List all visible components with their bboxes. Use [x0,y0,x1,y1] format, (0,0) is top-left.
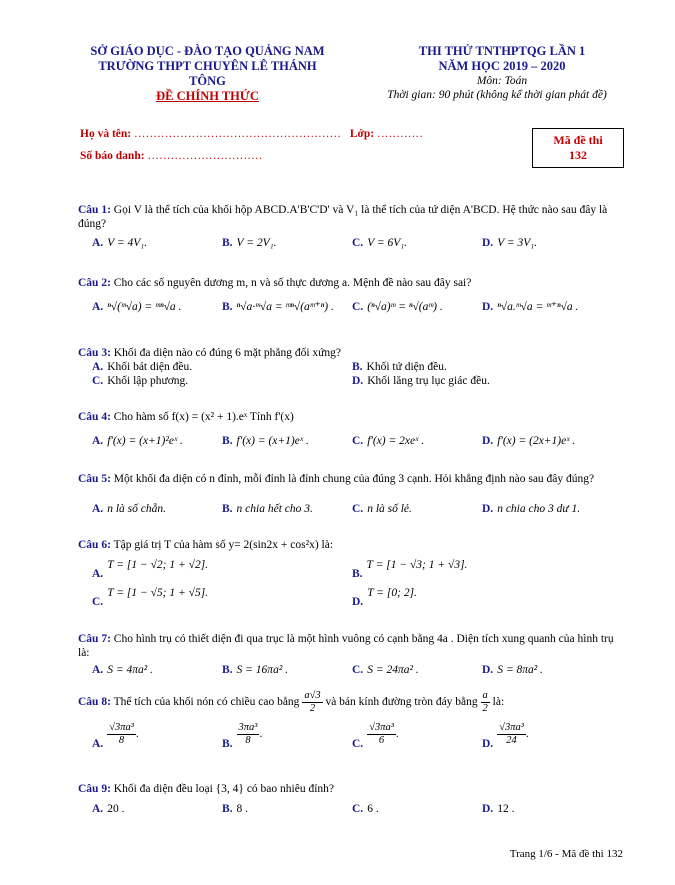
option-text: 12 . [497,803,515,815]
name-label: Họ và tên: [80,128,132,140]
question-label: Câu 4: [78,411,111,423]
option-text: T = [1 − √5; 1 + √5]. [107,587,209,599]
option-5c[interactable] [352,502,412,516]
question-text-c: là: [492,696,505,709]
question-text: Cho hình trụ có thiết diện đi qua trục là một hình vuông có cạnh bằng 4a . Diện tích xung quanh của hình trụ là: [78,633,614,659]
option-8b[interactable]: B. $\frac{\text{3πa³}}{8}$ . [222,722,263,751]
fraction-denominator: 2 [482,703,488,714]
question-label: Câu 9: [78,783,111,795]
question-7 [78,632,626,660]
fraction-numerator: a√3 [304,690,321,701]
option-fraction [497,722,526,747]
option-6a[interactable] [92,558,209,580]
option-key: B. [352,568,363,580]
option-key: C. [352,803,364,815]
question-2 [78,276,626,290]
option-2c[interactable] [352,300,443,314]
option-key: A. [92,435,104,447]
option-text: T = [1 − √3; 1 + √3]. [366,559,468,571]
option-text: n chia cho 3 dư 1. [497,503,581,515]
option-key: B. [222,503,233,515]
option-text: S = 24πa² . [367,664,419,676]
radius-fraction [481,690,490,715]
option-2d[interactable] [482,300,578,314]
fraction-denominator: 24 [506,735,517,746]
option-text: V = 6V₁. [367,237,408,249]
option-key: C. [352,664,364,676]
question-text-a: Thể tích của khối nón có chiều cao bằng [113,696,300,709]
option-text: Khối lăng trụ lục giác đều. [367,375,490,387]
option-key: D. [482,803,494,815]
option-text: ⁿ√a.ᵐ√a = ᵐ⁺ⁿ√a . [497,301,579,313]
option-text: V = 2V₁. [236,237,277,249]
question-text: Cho hàm số f(x) = (x² + 1).eˣ Tính f'(x) [113,411,294,423]
time-limit: Thời gian: 90 phút (không kể thời gian phát đề) [387,89,607,101]
question-text: Khối đa diện nào có đúng 6 mặt phẳng đối xứng? [113,347,342,359]
option-text: f'(x) = 2xeˣ . [367,435,425,447]
option-7c[interactable] [352,663,419,677]
option-3d[interactable] [352,374,490,388]
option-key: C. [352,503,364,515]
exam-code-label: Mã đề thi [553,133,603,147]
option-key: B. [222,664,233,676]
question-label: Câu 2: [78,277,111,289]
fraction-denominator: 8 [118,735,125,746]
option-9c[interactable] [352,802,379,816]
class-dots: ………… [377,128,423,140]
option-key: D. [482,664,494,676]
option-fraction [107,722,136,747]
option-key: C. [92,375,104,387]
question-label: Câu 1: [78,204,111,216]
option-text: Khối bát diện đều. [107,361,193,373]
option-3c[interactable] [92,374,188,388]
question-label: Câu 5: [78,473,111,485]
option-8a[interactable]: A. $\frac{\text{√3πa³}}{8}$ . [92,722,139,751]
option-1d[interactable] [482,236,537,250]
option-key: C. [352,435,364,447]
option-key: A. [92,664,104,676]
option-key: A. [92,301,104,313]
question-8 [78,690,626,715]
option-text: ⁿ√a·ᵐ√a = ᵐⁿ√(aᵐ⁺ⁿ) . [236,301,334,313]
option-3a[interactable] [92,360,192,374]
fraction-numerator: √3πa³ [499,722,524,733]
option-text: T = [1 − √2; 1 + √2]. [107,559,209,571]
option-key: D. [352,596,364,608]
option-7d[interactable] [482,663,543,677]
option-text: S = 16πa² . [236,664,289,676]
option-key: B. [222,435,233,447]
option-5b[interactable] [222,502,313,516]
option-7b[interactable] [222,663,288,677]
school-year: NĂM HỌC 2019 – 2020 [438,59,566,73]
option-4d[interactable] [482,434,575,448]
option-key: B. [222,803,233,815]
option-text: f'(x) = (2x+1)eˣ . [497,435,576,447]
school-title: TRƯỜNG THPT CHUYÊN LÊ THÁNH TÔNG [98,59,317,88]
option-key: A. [92,503,104,515]
option-text: 6 . [367,803,379,815]
question-label: Câu 6: [78,539,111,551]
option-text: S = 8πa² . [497,664,543,676]
option-key: A. [92,568,104,580]
option-key: A. [92,738,104,751]
student-name-line [80,128,423,140]
option-key: B. [222,301,233,313]
option-6d[interactable] [352,586,417,608]
option-4c[interactable] [352,434,424,448]
question-text: Tập giá trị T của hàm số y= 2(sin2x + cos²x) là: [113,539,334,551]
question-5 [78,472,626,486]
question-label: Câu 8: [78,696,111,709]
option-5d[interactable] [482,502,580,516]
question-text-b: và bán kính đường tròn đáy bằng [325,696,478,709]
name-dots: ……………………………………………… [133,128,341,140]
option-1a[interactable] [92,236,147,250]
fraction-numerator: √3πa³ [369,722,394,733]
page-footer: Trang 1/6 - Mã đề thi 132 [509,848,623,860]
exam-code-box [532,128,624,168]
option-key: D. [482,503,494,515]
option-key: D. [482,738,494,751]
option-6c[interactable] [92,586,209,608]
option-key: A. [92,237,104,249]
option-text: S = 4πa² . [107,664,153,676]
question-text: Cho các số nguyên dương m, n và số thực dương a. Mệnh đề nào sau đây sai? [113,277,472,289]
option-4a[interactable] [92,434,183,448]
option-key: C. [352,237,364,249]
option-key: B. [222,738,233,751]
option-4b[interactable] [222,434,309,448]
question-text: Một khối đa diện có n đỉnh, mỗi đỉnh là đỉnh chung của đúng 3 cạnh. Hỏi khẳng định nào sau đây đúng? [113,473,595,485]
official-label: ĐỀ CHÍNH THỨC [156,89,259,103]
subject: Môn: Toán [476,75,528,87]
question-3 [78,346,626,360]
fraction-denominator: 6 [378,735,385,746]
option-text: Khối lập phương. [107,375,189,387]
option-2a[interactable] [92,300,181,314]
option-text: ⁿ√(ᵐ√a) = ᵐⁿ√a . [107,301,182,313]
option-9d[interactable] [482,802,514,816]
fraction-denominator: 8 [245,735,251,746]
option-key: D. [482,237,494,249]
option-8d[interactable]: D. $\frac{\text{√3πa³}}{24}$ . [482,722,529,751]
option-text: (ⁿ√a)ᵐ = ⁿ√(aᵐ) . [367,301,443,313]
question-label: Câu 3: [78,347,111,359]
option-text: V = 3V₁. [497,237,538,249]
student-id-line [80,150,262,162]
option-text: T = [0; 2]. [367,587,417,599]
option-1b[interactable] [222,236,277,250]
option-key: D. [482,435,494,447]
question-text: Gọi V là thể tích của khối hộp ABCD.A'B'C'D' và V₁ là thể tích của tứ diện A'BCD. Hệ thức nào sau đây là đúng? [78,204,608,230]
option-7a[interactable] [92,663,153,677]
option-key: D. [482,301,494,313]
fraction-numerator: a [482,690,488,701]
option-1c[interactable] [352,236,407,250]
option-key: D. [352,375,364,387]
question-text: Khối đa diện đều loại {3, 4} có bao nhiêu đỉnh? [113,783,335,795]
option-text: n chia hết cho 3. [236,503,313,515]
option-text: Khối tứ diện đều. [366,361,447,373]
fraction-numerator: 3πa³ [238,722,258,733]
option-key: C. [352,301,364,313]
option-6b[interactable] [352,558,468,580]
option-fraction [367,722,396,747]
exam-code-value: 132 [569,148,587,162]
exam-title: THI THỬ TNTHPTQG LẦN 1 [418,44,586,58]
option-text: 8 . [236,803,249,815]
option-fraction [237,722,260,747]
fraction-numerator: √3πa³ [109,722,134,733]
height-fraction [302,690,322,715]
option-text: n là số chẵn. [107,503,166,515]
option-key: B. [222,237,233,249]
option-9b[interactable] [222,802,248,816]
option-text: f'(x) = (x+1)eˣ . [236,435,309,447]
option-8c[interactable]: C. $\frac{\text{√3πa³}}{6}$ . [352,722,399,751]
question-9 [78,782,626,796]
option-key: B. [352,361,363,373]
option-key: C. [92,596,104,608]
question-6 [78,538,626,552]
question-label: Câu 7: [78,633,111,645]
option-5a[interactable] [92,502,166,516]
fraction-denominator: 2 [309,703,316,714]
option-text: 20 . [107,803,125,815]
option-key: A. [92,361,104,373]
question-1 [78,203,626,231]
class-label: Lớp: [349,128,375,140]
id-label: Số báo danh: [80,150,145,162]
option-text: V = 4V₁. [107,237,148,249]
option-3b[interactable] [352,360,447,374]
question-4 [78,410,626,424]
option-2b[interactable] [222,300,334,314]
id-dots: ………………………… [147,150,263,162]
department-title: SỞ GIÁO DỤC - ĐÀO TẠO QUẢNG NAM [90,44,325,58]
option-text: n là số lẻ. [367,503,412,515]
option-9a[interactable] [92,802,124,816]
option-text: f'(x) = (x+1)²eˣ . [107,435,183,447]
option-key: C. [352,738,364,751]
option-key: A. [92,803,104,815]
